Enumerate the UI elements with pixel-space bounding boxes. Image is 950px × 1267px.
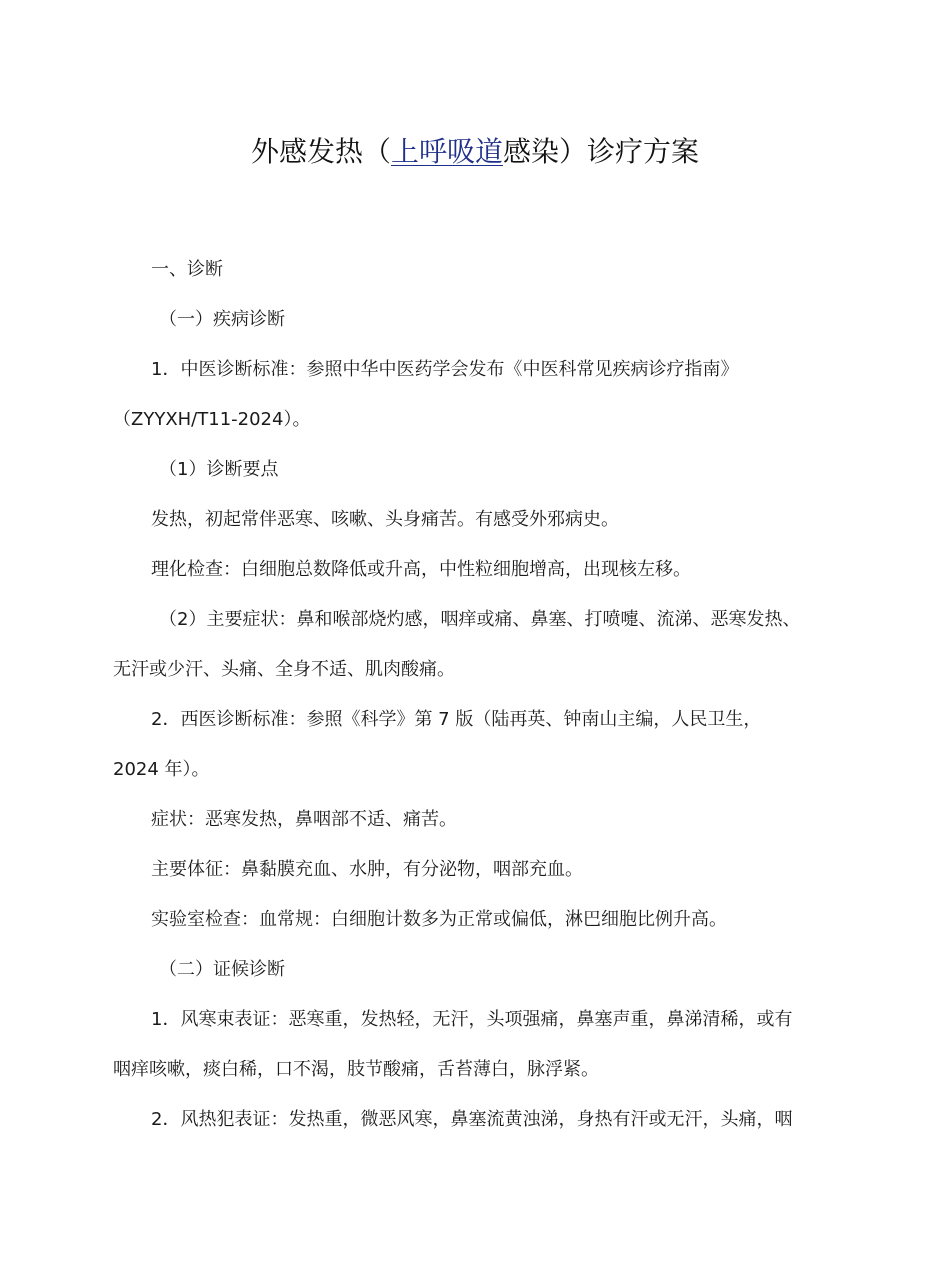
title-link-upper-respiratory-tract[interactable]: 上呼吸道 — [390, 135, 503, 168]
paragraph-western-criteria-cont: 2024 年）。 — [113, 759, 210, 780]
paragraph-fever: 发热，初起常伴恶寒、咳嗽、头身痛苦。有感受外邪病史。 — [151, 509, 619, 530]
paragraph-wind-heat: 2．风热犯表证：发热重，微恶风寒，鼻塞流黄浊涕，身热有汗或无汗，头痛，咽 — [151, 1109, 793, 1130]
paragraph-main-symptoms: （2）主要症状：鼻和喉部烧灼感，咽痒或痛、鼻塞、打喷嚏、流涕、恶寒发热、 — [159, 609, 801, 630]
subsection-heading-syndrome-diagnosis: （二）证候诊断 — [159, 959, 285, 980]
paragraph-signs: 主要体征：鼻黏膜充血、水肿，有分泌物，咽部充血。 — [151, 859, 583, 880]
document-title — [0, 128, 950, 176]
paragraph-main-symptoms-cont: 无汗或少汗、头痛、全身不适、肌肉酸痛。 — [113, 659, 455, 680]
paragraph-tcm-criteria: 1．中医诊断标准：参照中华中医药学会发布《中医科常见疾病诊疗指南》 — [151, 359, 739, 380]
paragraph-symptoms: 症状：恶寒发热，鼻咽部不适、痛苦。 — [151, 809, 457, 830]
paragraph-lab-tests: 实验室检查：血常规：白细胞计数多为正常或偏低，淋巴细胞比例升高。 — [151, 909, 727, 930]
section-heading-diagnosis: 一、诊断 — [151, 259, 223, 280]
document-body — [113, 245, 848, 1145]
item-heading-diagnostic-points: （1）诊断要点 — [159, 459, 279, 480]
title-suffix: 感染）诊疗方案 — [503, 135, 700, 168]
paragraph-western-criteria: 2．西医诊断标准：参照《科学》第 7 版（陆再英、钟南山主编，人民卫生， — [151, 709, 762, 730]
paragraph-lab-check: 理化检查：白细胞总数降低或升高，中性粒细胞增高，出现核左移。 — [151, 559, 691, 580]
paragraph-tcm-criteria-cont: （ZYYXH/T11-2024）。 — [113, 409, 311, 430]
title-prefix: 外感发热（ — [250, 135, 391, 168]
paragraph-wind-cold: 1．风寒束表证：恶寒重，发热轻，无汗，头项强痛，鼻塞声重，鼻涕清稀，或有 — [151, 1009, 793, 1030]
paragraph-wind-cold-cont: 咽痒咳嗽，痰白稀，口不渴，肢节酸痛，舌苔薄白，脉浮紧。 — [113, 1059, 599, 1080]
subsection-heading-disease-diagnosis: （一）疾病诊断 — [159, 309, 285, 330]
